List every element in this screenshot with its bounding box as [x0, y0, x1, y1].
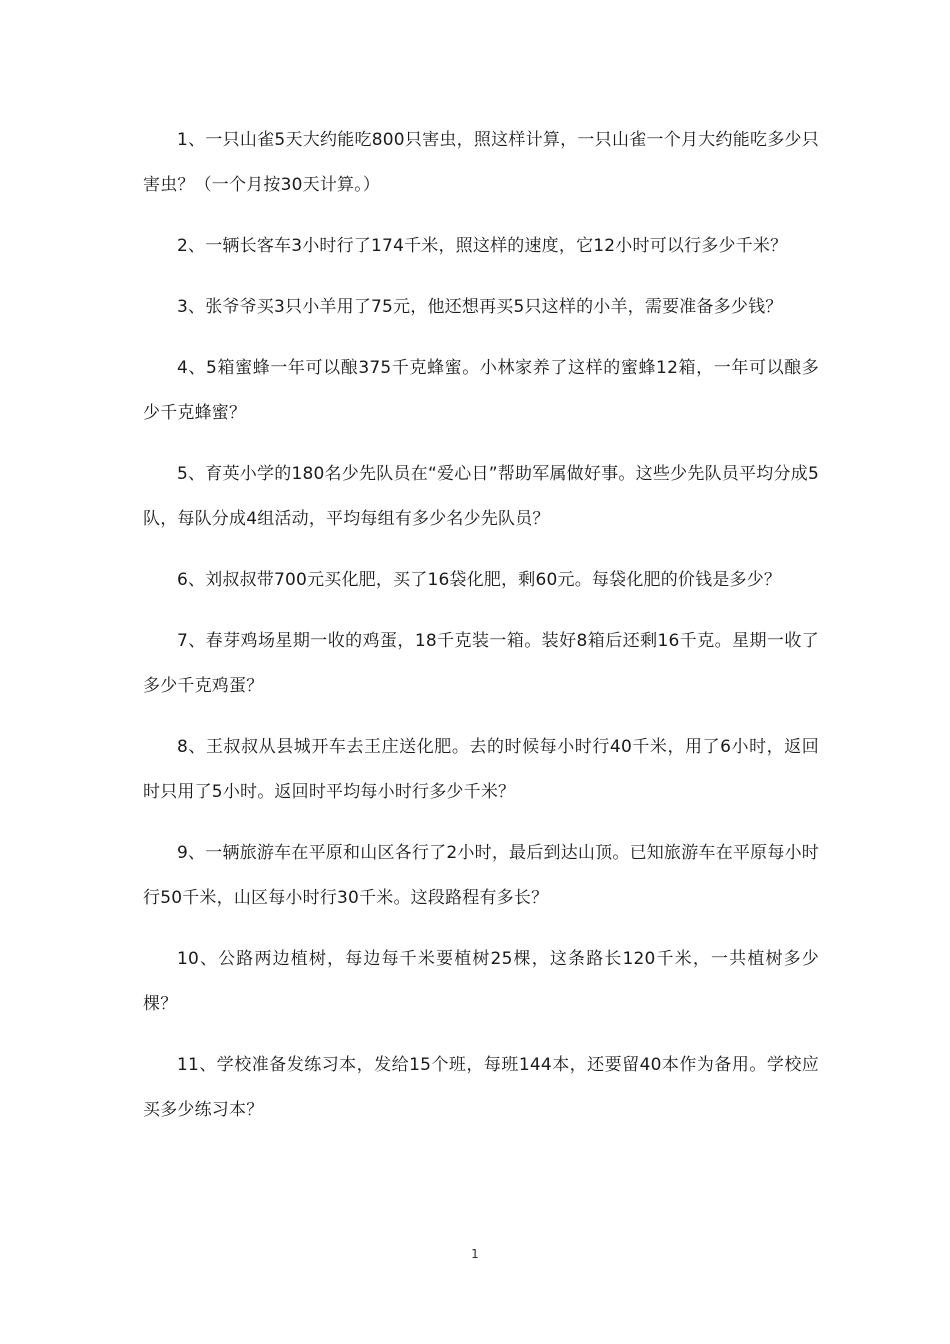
problem-4: 4、5箱蜜蜂一年可以酿375千克蜂蜜。小林家养了这样的蜜蜂12箱，一年可以酿多少千克蜂蜜？ [143, 358, 819, 423]
problem-6: 6、刘叔叔带700元买化肥，买了16袋化肥，剩60元。每袋化肥的价钱是多少？ [177, 570, 782, 590]
problem-9: 9、一辆旅游车在平原和山区各行了2小时，最后到达山顶。已知旅游车在平原每小时行50千米，山区每小时行30千米。这段路程有多长？ [143, 843, 819, 908]
problem-5: 5、育英小学的180名少先队员在“爱心日”帮助军属做好事。这些少先队员平均分成5队，每队分成4组活动，平均每组有多少名少先队员？ [143, 464, 819, 529]
problem-10: 10、公路两边植树，每边每千米要植树25棵，这条路长120千米，一共植树多少棵？ [143, 949, 819, 1014]
problem-11: 11、学校准备发练习本，发给15个班，每班144本，还要留40本作为备用。学校应买多少练习本？ [143, 1055, 819, 1120]
problem-3: 3、张爷爷买3只小羊用了75元，他还想再买5只这样的小羊，需要准备多少钱？ [177, 297, 783, 317]
problem-8: 8、王叔叔从县城开车去王庄送化肥。去的时候每小时行40千米，用了6小时，返回时只用了5小时。返回时平均每小时行多少千米？ [143, 737, 819, 802]
problem-2: 2、一辆长客车3小时行了174千米，照这样的速度，它12小时可以行多少千米？ [177, 236, 788, 256]
page-number: 1 [471, 1247, 479, 1261]
problem-1: 1、一只山雀5天大约能吃800只害虫，照这样计算，一只山雀一个月大约能吃多少只害虫？（一个月按30天计算。） [143, 130, 819, 195]
problem-7: 7、春芽鸡场星期一收的鸡蛋，18千克装一箱。装好8箱后还剩16千克。星期一收了多少千克鸡蛋？ [143, 631, 819, 696]
problem-list [143, 118, 819, 1149]
